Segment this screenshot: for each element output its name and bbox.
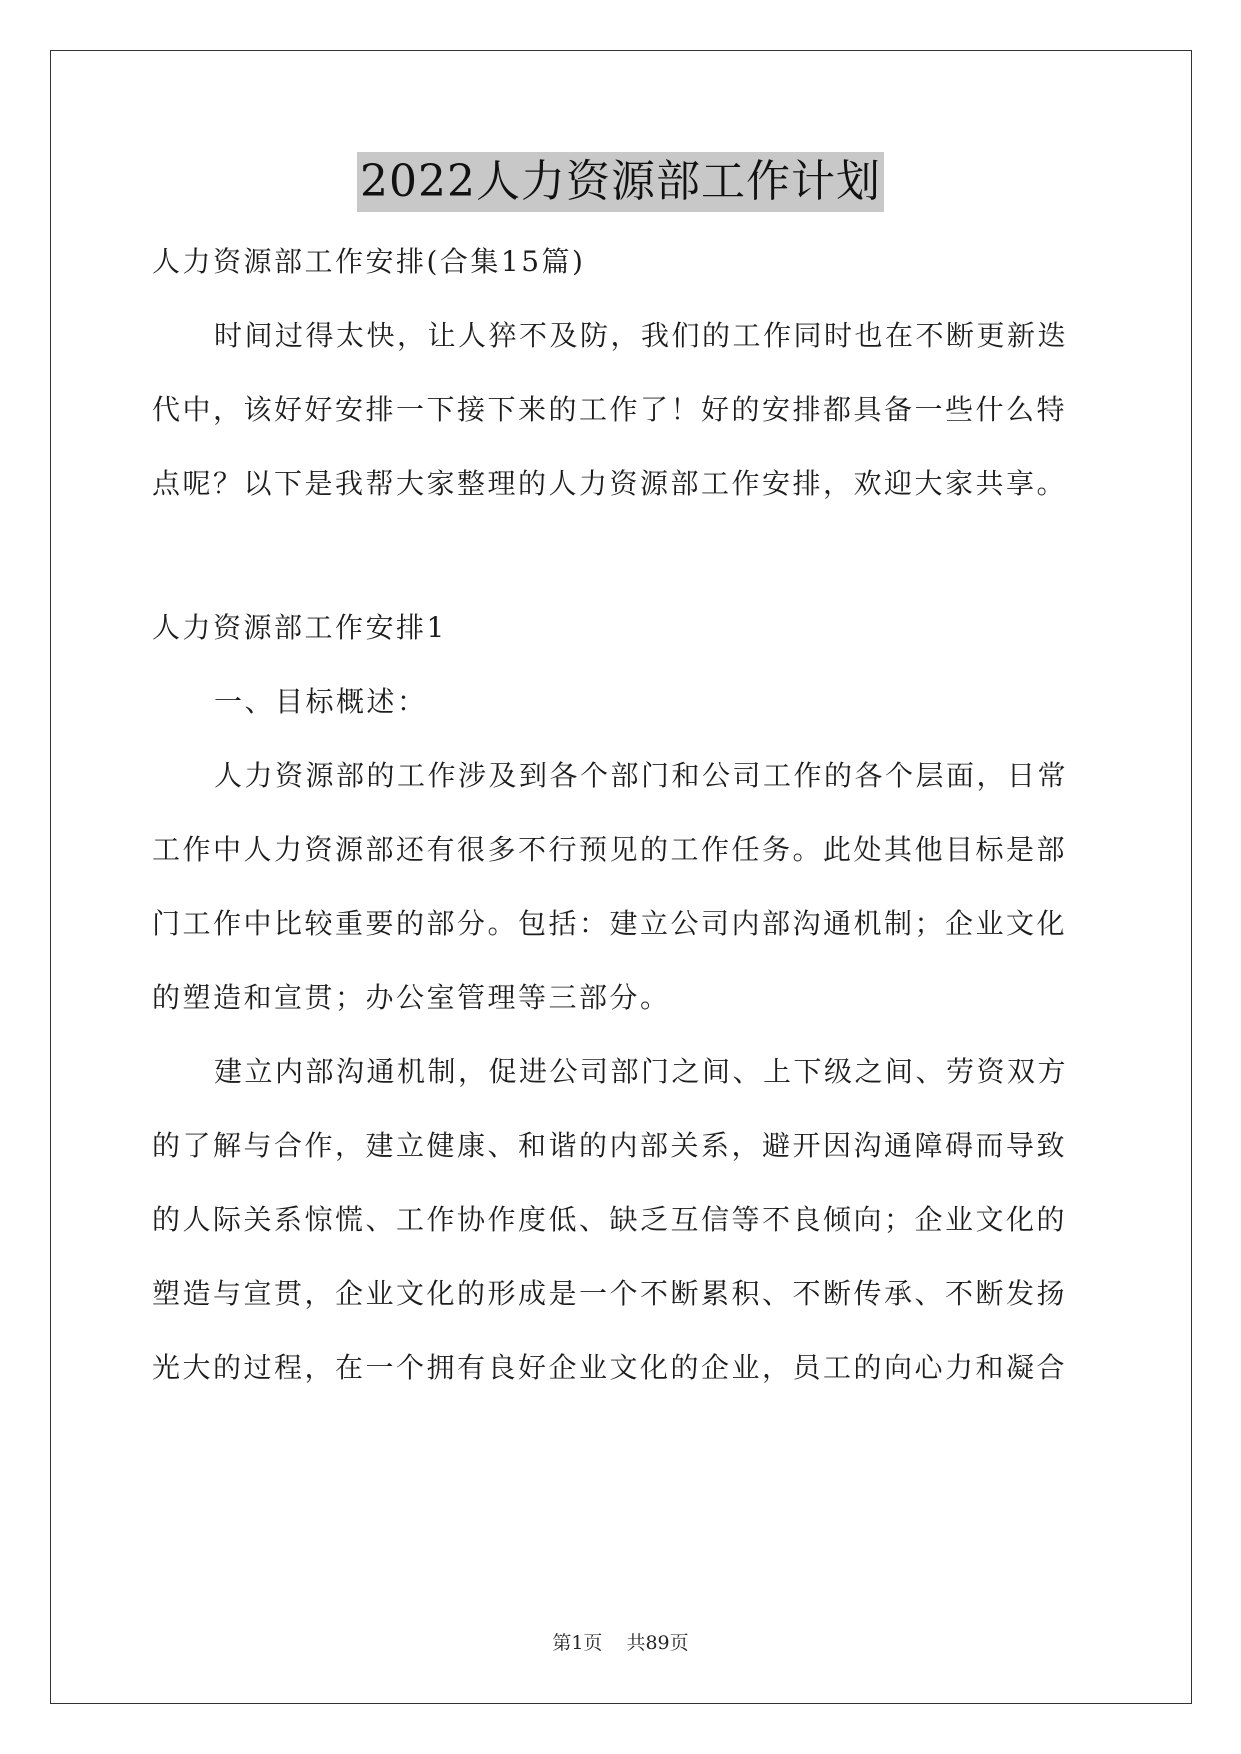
page-border — [50, 50, 1192, 1704]
paragraph2-line: 的了解与合作，建立健康、和谐的内部关系，避开因沟通障碍而导致 — [152, 1129, 1068, 1162]
paragraph1-line: 工作中人力资源部还有很多不行预见的工作任务。此处其他目标是部 — [152, 833, 1068, 866]
paragraph1-line: 的塑造和宣贯；办公室管理等三部分。 — [152, 981, 671, 1014]
page-footer — [0, 1628, 1241, 1655]
subheading: 一、目标概述： — [214, 685, 428, 718]
title-container — [0, 152, 1241, 212]
paragraph2-line: 的人际关系惊慌、工作协作度低、缺乏互信等不良倾向；企业文化的 — [152, 1203, 1068, 1236]
document-subtitle: 人力资源部工作安排(合集15篇) — [152, 245, 586, 278]
intro-line: 点呢？以下是我帮大家整理的人力资源部工作安排，欢迎大家共享。 — [152, 467, 1068, 500]
page-total: 共89页 — [626, 1632, 689, 1654]
paragraph2-line: 塑造与宣贯，企业文化的形成是一个不断累积、不断传承、不断发扬 — [152, 1277, 1068, 1310]
page-number: 第1页 — [552, 1632, 603, 1654]
paragraph2-line: 建立内部沟通机制，促进公司部门之间、上下级之间、劳资双方 — [214, 1055, 1069, 1088]
intro-line: 时间过得太快，让人猝不及防，我们的工作同时也在不断更新迭 — [214, 319, 1069, 352]
document-title: 2022人力资源部工作计划 — [357, 152, 884, 212]
section-heading: 人力资源部工作安排1 — [152, 611, 447, 644]
paragraph1-line: 门工作中比较重要的部分。包括：建立公司内部沟通机制；企业文化 — [152, 907, 1068, 940]
paragraph2-line: 光大的过程，在一个拥有良好企业文化的企业，员工的向心力和凝合 — [152, 1351, 1068, 1384]
paragraph1-line: 人力资源部的工作涉及到各个部门和公司工作的各个层面，日常 — [214, 759, 1069, 792]
intro-line: 代中，该好好安排一下接下来的工作了！好的安排都具备一些什么特 — [152, 393, 1068, 426]
